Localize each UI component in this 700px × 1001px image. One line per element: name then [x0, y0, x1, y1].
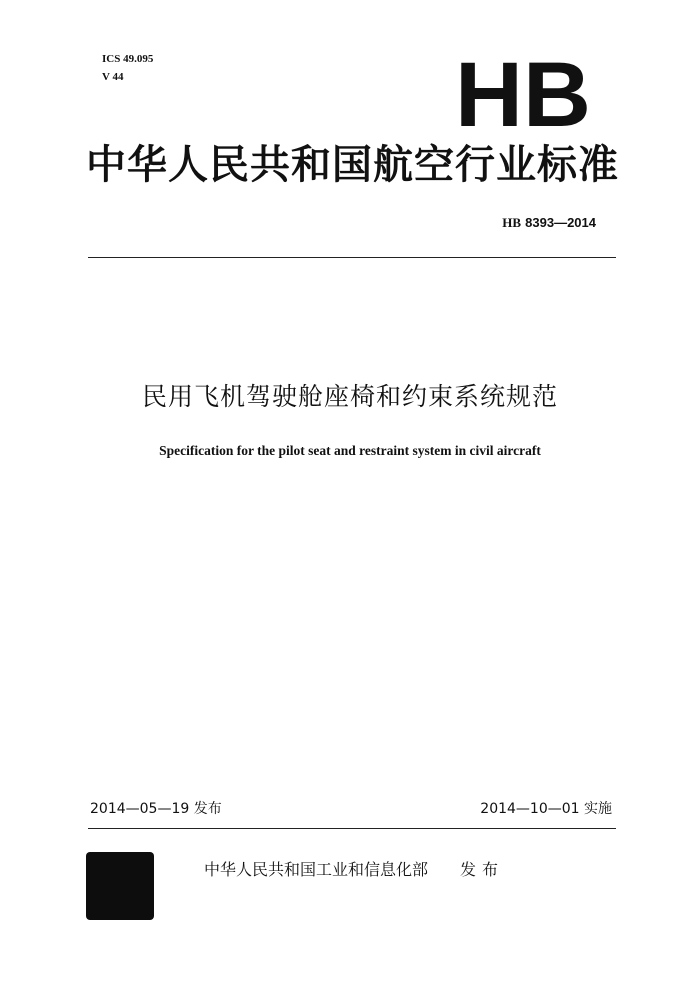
standard-prefix: HB	[502, 215, 522, 230]
classification-code: V 44	[102, 71, 124, 83]
publish-label: 发布	[460, 860, 505, 879]
document-title-english: Specification for the pilot seat and restraint system in civil aircraft	[159, 443, 541, 458]
standard-number-value: 8393—2014	[525, 215, 596, 230]
implementation-date: 2014—10—01 实施	[480, 801, 612, 817]
document-title-chinese: 民用飞机驾驶舱座椅和约束系统规范	[141, 382, 558, 411]
ministry-emblem-icon	[86, 852, 154, 920]
industry-standard-title: 中华人民共和国航空行业标准	[86, 142, 619, 188]
ics-code: ICS 49.095	[102, 53, 154, 65]
standard-number	[502, 215, 596, 232]
hb-logo	[453, 58, 593, 130]
publisher-name: 中华人民共和国工业和信息化部	[204, 860, 429, 879]
top-divider	[88, 257, 616, 258]
bottom-divider	[88, 828, 616, 829]
hb-logo-text: HB	[455, 58, 591, 130]
issue-date: 2014—05—19 发布	[90, 801, 222, 817]
